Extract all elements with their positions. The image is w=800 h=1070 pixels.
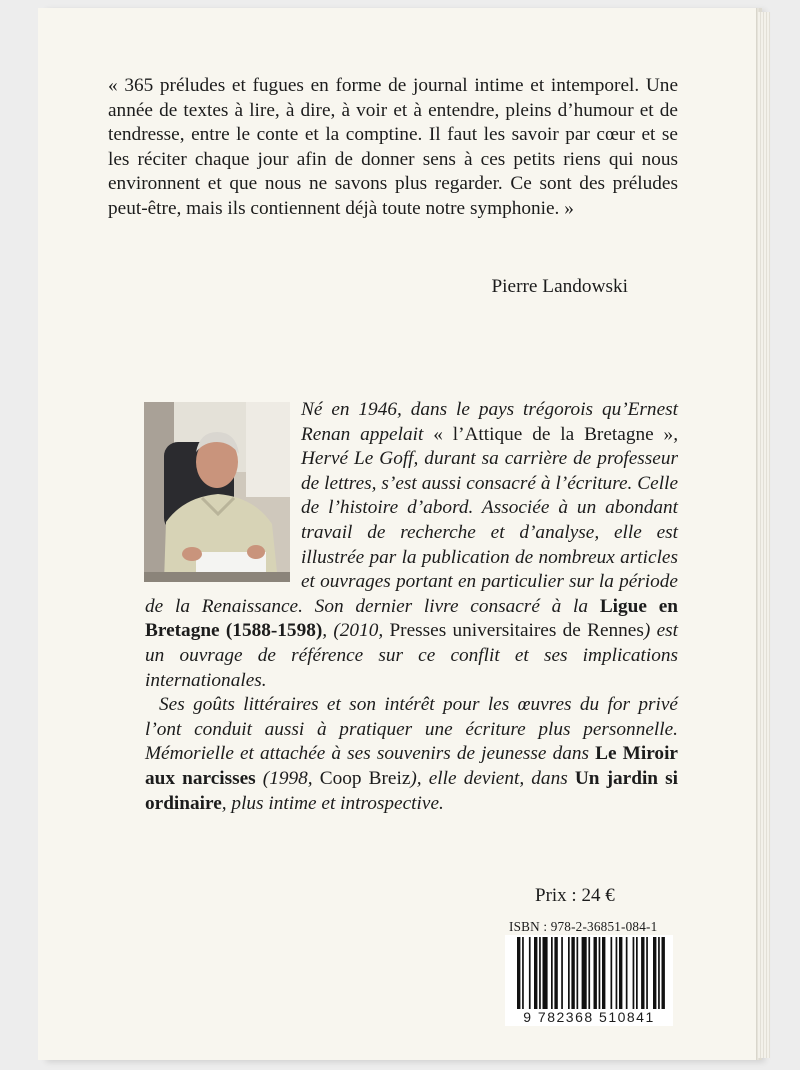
barcode-bar (534, 937, 537, 1009)
barcode-bar (633, 937, 635, 1009)
book-title-ligue: Ligue en Bretagne (1588-1598) (145, 595, 678, 642)
barcode-bar (577, 937, 579, 1009)
photo-spacer (145, 398, 301, 594)
bio-p2-c: (1998, (255, 767, 320, 789)
bio-p1-a: Né en 1946, dans le pays trégorois qu’Ernest Renan appelait (301, 399, 678, 445)
barcode-bar (599, 937, 601, 1009)
book-title-jardin: Un jardin si ordinaire (145, 767, 679, 814)
bio-p2-e: ), elle devient, dans (410, 767, 575, 789)
barcode-bar (658, 937, 660, 1009)
barcode-bar (568, 937, 570, 1009)
barcode-bar (636, 937, 638, 1009)
page-edges (758, 12, 770, 1058)
barcode-bar (551, 937, 553, 1009)
bio-p1-c: , Hervé Le Goff, durant sa carrière de professeur de lettres, s’est aussi consacré à l’écriture. Celle de l’histoire d’abord. Associée à un abondant travail de recherche et d’analyse, elle est illustrée par la publication de nombreux articles et ouvrages portant en particulier sur la période de la Renaissance. Son dernier livre consacré à la (145, 423, 679, 617)
barcode (505, 935, 673, 1026)
barcode-bar (522, 937, 524, 1009)
barcode-bar (554, 937, 557, 1009)
barcode-bar (662, 937, 665, 1009)
barcode-bar (543, 937, 548, 1009)
bio-p2-g: , plus intime et introspective. (221, 792, 444, 814)
bio-paragraph-2 (145, 693, 678, 816)
barcode-bar (582, 937, 587, 1009)
barcode-bar (653, 937, 656, 1009)
bio-p2-a: Ses goûts littéraires et son intérêt pour les œuvres du for privé l’ont conduit aussi à pratiquer une écriture plus personnelle. Mémorielle et attachée à ses souvenirs de jeunesse dans (145, 694, 678, 765)
barcode-bar (611, 937, 613, 1009)
barcode-bar (616, 937, 618, 1009)
quote-text: « 365 préludes et fugues en forme de journal intime et intemporel. Une année de textes à lire, à dire, à voir et à entendre, pleins d’humour et de tendresse, entre le conte et la comptine. Il faut les savoir par cœur et se les réciter chaque jour afin de donner sens à ces petits riens qui nous environnent et que nous ne savons plus regarder. Ce sont des préludes peut-être, mais ils contiennent déjà toute notre symphonie. » (108, 75, 678, 219)
barcode-digits: 9 782368 510841 (505, 1009, 673, 1025)
publisher-pur: Presses universitaires de Rennes (389, 620, 644, 642)
barcode-bar (641, 937, 644, 1009)
barcode-bar (517, 937, 520, 1009)
barcode-bar (594, 937, 597, 1009)
barcode-bar (588, 937, 590, 1009)
author-biography (145, 398, 678, 816)
barcode-bar (571, 937, 574, 1009)
barcode-bar (619, 937, 622, 1009)
barcode-bar (626, 937, 628, 1009)
barcode-bar (646, 937, 648, 1009)
bio-p1-g: ) est un ouvrage de référence sur ce conflit et ses implications internationales. (145, 620, 678, 691)
price-label: Prix : 24 € (535, 885, 615, 906)
quote-author: Pierre Landowski (491, 276, 628, 297)
bio-p1-e: , (2010, (322, 620, 390, 642)
bio-p1-b: « l’Attique de la Bretagne » (433, 423, 674, 445)
book-title-miroir: Le Miroir aux narcisses (145, 743, 678, 789)
isbn-label: ISBN : 978-2-36851-084-1 (509, 919, 658, 934)
blurb-quote (108, 74, 678, 222)
barcode-bar (529, 937, 531, 1009)
barcode-icon (505, 935, 673, 1011)
barcode-bar (602, 937, 605, 1009)
barcode-bar (561, 937, 563, 1009)
publisher-coop-breiz: Coop Breiz (319, 767, 411, 789)
barcode-bar (539, 937, 541, 1009)
